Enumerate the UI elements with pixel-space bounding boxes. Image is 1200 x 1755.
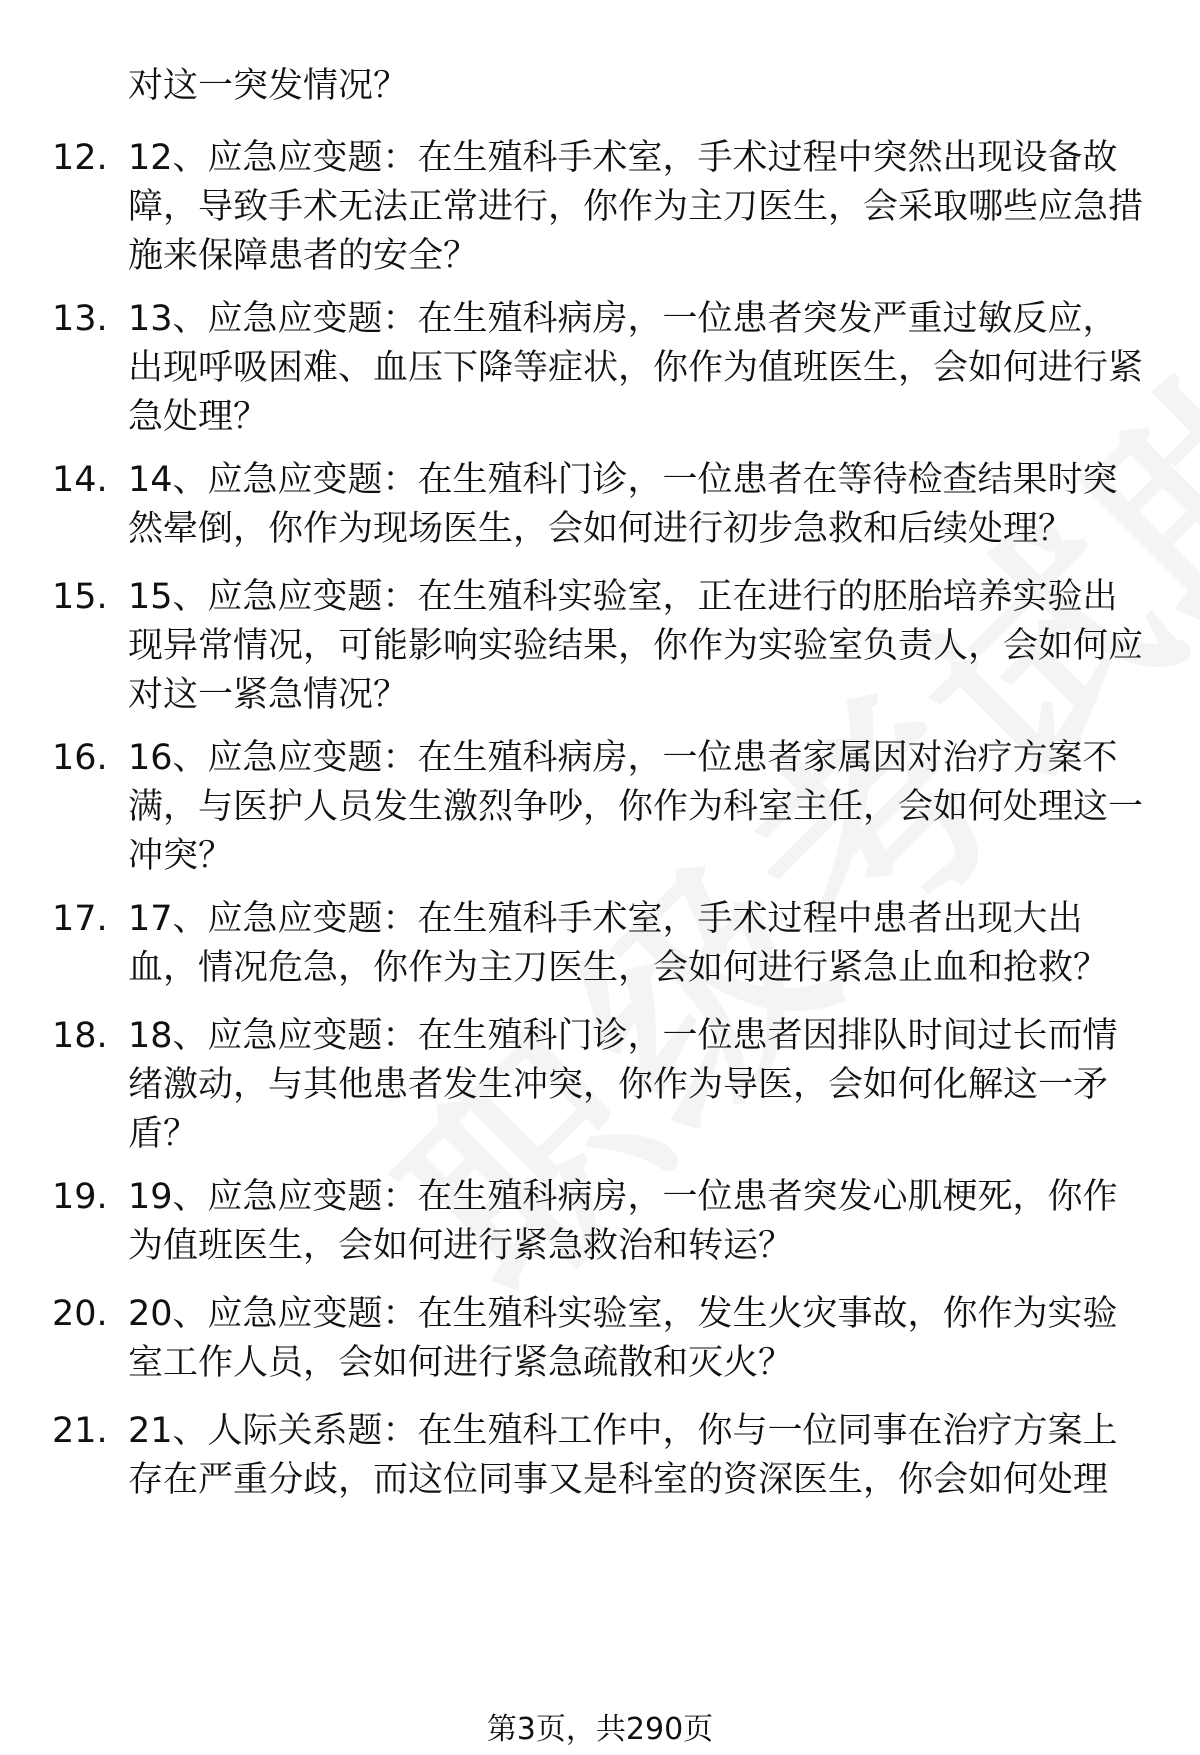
question-number: 15. <box>52 577 108 617</box>
question-text: 14、应急应变题：在生殖科门诊，一位患者在等待检查结果时突然晕倒，你作为现场医生，会如何进行初步急救和后续处理？ <box>128 460 1118 549</box>
question-number: 12. <box>52 138 108 178</box>
question-number: 17. <box>52 899 108 939</box>
question-number: 14. <box>52 460 108 500</box>
question-number: 13. <box>52 299 108 339</box>
question-text: 17、应急应变题：在生殖科手术室，手术过程中患者出现大出血，情况危急，你作为主刀医生，会如何进行紧急止血和抢救？ <box>128 899 1109 988</box>
question-text: 20、应急应变题：在生殖科实验室，发生火灾事故，你作为实验室工作人员，会如何进行紧急疏散和灭火？ <box>128 1294 1118 1383</box>
question-text: 16、应急应变题：在生殖科病房，一位患者家属因对治疗方案不满，与医护人员发生激烈争吵，你作为科室主任，会如何处理这一冲突？ <box>128 738 1144 876</box>
continuation-text: 对这一突发情况？ <box>128 66 409 106</box>
page-footer: 第3页，共290页 <box>486 1712 714 1747</box>
question-text: 18、应急应变题：在生殖科门诊，一位患者因排队时间过长而情绪激动，与其他患者发生冲突，你作为导医，会如何化解这一矛盾？ <box>128 1016 1118 1154</box>
question-text: 13、应急应变题：在生殖科病房，一位患者突发严重过敏反应，出现呼吸困难、血压下降等症状，你作为值班医生，会如何进行紧急处理？ <box>128 299 1144 437</box>
question-number: 16. <box>52 738 108 778</box>
question-text: 15、应急应变题：在生殖科实验室，正在进行的胚胎培养实验出现异常情况，可能影响实验结果，你作为实验室负责人，会如何应对这一紧急情况？ <box>128 577 1144 715</box>
question-text: 12、应急应变题：在生殖科手术室，手术过程中突然出现设备故障，导致手术无法正常进行，你作为主刀医生，会采取哪些应急措施来保障患者的安全？ <box>128 138 1144 276</box>
question-number: 21. <box>52 1411 108 1451</box>
question-number: 18. <box>52 1016 108 1056</box>
watermark <box>324 99 1200 1351</box>
question-text: 19、应急应变题：在生殖科病房，一位患者突发心肌梗死，你作为值班医生，会如何进行紧急救治和转运？ <box>128 1177 1118 1266</box>
question-number: 19. <box>52 1177 108 1217</box>
question-number: 20. <box>52 1294 108 1334</box>
question-text: 21、人际关系题：在生殖科工作中，你与一位同事在治疗方案上存在严重分歧，而这位同事又是科室的资深医生，你会如何处理 <box>128 1411 1118 1500</box>
